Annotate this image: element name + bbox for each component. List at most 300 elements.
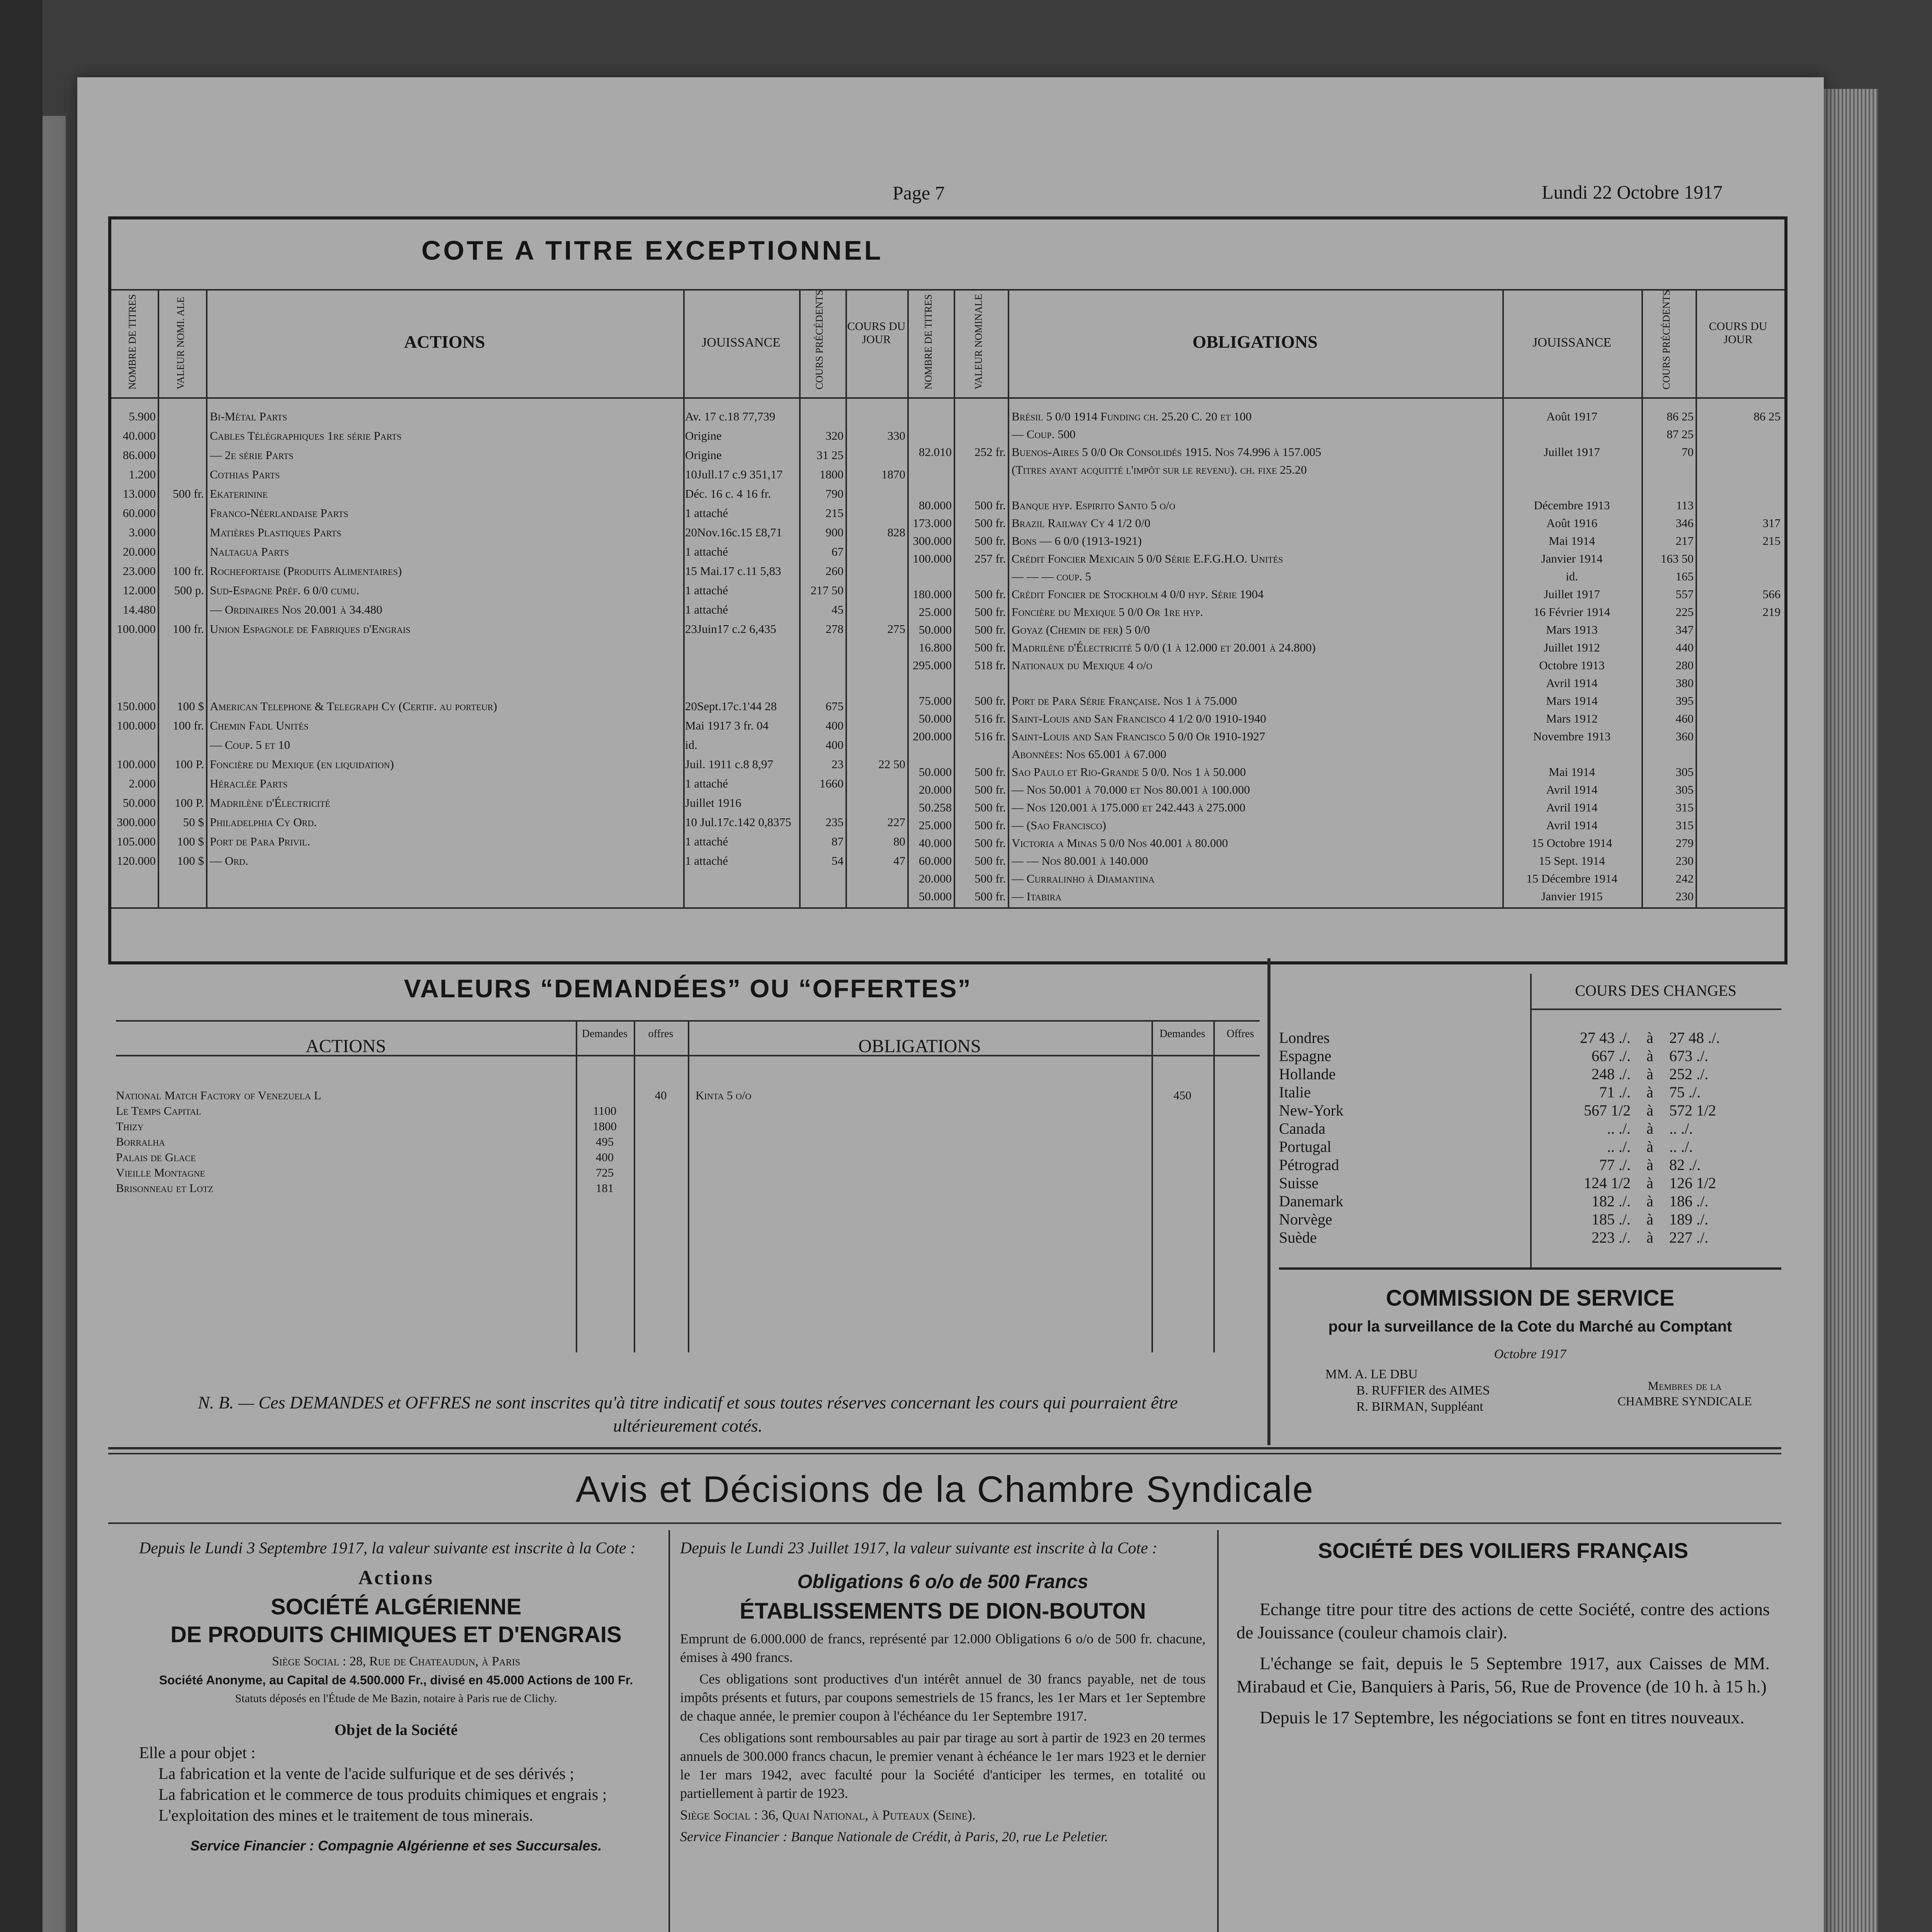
cours-des-changes bbox=[1267, 958, 1781, 1267]
cote-right-cell: — Nos 120.001 à 175.000 et 242.443 à 275.000 bbox=[1012, 801, 1246, 814]
change-low: 248 ./. bbox=[1591, 1065, 1631, 1083]
cote-right-cell: 500 fr. bbox=[975, 694, 1006, 707]
cote-right-cell: 518 fr. bbox=[975, 658, 1006, 672]
cote-left-cell: 67 bbox=[832, 545, 844, 558]
cote-left-cell: 14.480 bbox=[122, 603, 156, 616]
demandee-action-demandes: 1800 bbox=[593, 1119, 617, 1133]
change-low: .. ./. bbox=[1607, 1120, 1631, 1137]
cote-left-cell: 227 bbox=[887, 815, 905, 829]
change-low: 182 ./. bbox=[1591, 1192, 1631, 1210]
cote-right-cell: Mai 1914 bbox=[1549, 765, 1595, 779]
member-1: MM. A. LE DBU bbox=[1325, 1367, 1418, 1381]
cote-right-cell: Sao Paulo et Rio-Grande 5 0/0. Nos 1 à 50.000 bbox=[1012, 765, 1246, 779]
cote-left-cell: Franco-Néerlandaise Parts bbox=[210, 506, 349, 520]
cote-left-cell: Chemin Fadl Unités bbox=[210, 719, 309, 732]
cote-left-cell: 100 $ bbox=[177, 835, 204, 848]
cote-right-cell: Juillet 1917 bbox=[1544, 587, 1600, 601]
avis2-service: Service Financier : Banque Nationale de Crédit, à Paris, 20, rue Le Peletier. bbox=[680, 1829, 1108, 1844]
cote-left-cell: 675 bbox=[825, 699, 844, 713]
dem-obligations-label: OBLIGATIONS bbox=[858, 1036, 981, 1056]
cote-left-cell: — Ord. bbox=[210, 854, 248, 867]
cote-right-cell: 346 bbox=[1675, 516, 1694, 530]
cote-right-cell: 500 fr. bbox=[975, 818, 1006, 832]
cote-left-cell: 100.000 bbox=[117, 622, 156, 636]
demandee-action-demandes: 1100 bbox=[593, 1104, 617, 1117]
cote-right-cell: Brazil Railway Cy 4 1/2 0/0 bbox=[1012, 516, 1151, 530]
avis3-p1: Echange titre pour titre des actions de cette Société, contre des actions de Jouissance (couleur chamois clair). bbox=[1236, 1599, 1770, 1642]
change-low: 124 1/2 bbox=[1583, 1174, 1631, 1192]
cote-left-cell: 20Sept.17c.1'44 28 bbox=[685, 699, 777, 713]
change-high: 227 ./. bbox=[1669, 1229, 1709, 1246]
cote-right-cell: Victoria a Minas 5 0/0 Nos 40.001 à 80.000 bbox=[1012, 836, 1228, 850]
avis3-title: SOCIÉTÉ DES VOILIERS FRANÇAIS bbox=[1318, 1538, 1689, 1563]
cote-left-cell: Cothias Parts bbox=[210, 468, 280, 481]
cote-right-cell: 500 fr. bbox=[975, 516, 1006, 530]
cote-left-cell: 31 25 bbox=[816, 448, 844, 462]
cote-right-cell: (Titres ayant acquitté l'impôt sur le revenu). ch. fixe 25.20 bbox=[1012, 463, 1307, 476]
valeurs-demandees-section bbox=[108, 958, 1267, 1445]
cote-left-cell: 23Juin17 c.2 6,435 bbox=[685, 622, 776, 636]
cote-right-cell: 113 bbox=[1676, 498, 1694, 512]
cote-left-cell: Ekaterinine bbox=[210, 487, 268, 500]
cote-right-cell: 305 bbox=[1675, 783, 1694, 796]
change-a: à bbox=[1646, 1156, 1653, 1173]
cote-left-cell: 100 fr. bbox=[173, 622, 204, 636]
cote-left-cell: 235 bbox=[825, 815, 844, 829]
cote-right-cell: Madrilène d'Électricité 5 0/0 (1 à 12.000 et 20.001 à 24.800) bbox=[1012, 641, 1316, 654]
commission-de-service bbox=[1279, 1267, 1781, 1447]
cote-right-cell: 86 25 bbox=[1667, 410, 1694, 423]
change-high: 189 ./. bbox=[1669, 1211, 1709, 1228]
change-a: à bbox=[1646, 1065, 1653, 1083]
cote-left-cell: 1800 bbox=[820, 468, 844, 481]
cote-right-cell: 280 bbox=[1675, 658, 1694, 672]
cote-right-cell: Goyaz (Chemin de fer) 5 0/0 bbox=[1012, 623, 1150, 636]
cote-left-cell: 100.000 bbox=[117, 719, 156, 732]
cote-left-cell: Origine bbox=[685, 448, 722, 462]
cote-left-cell: id. bbox=[685, 738, 697, 752]
cote-left-cell: 50.000 bbox=[122, 796, 156, 810]
cote-right-cell: 242 bbox=[1675, 872, 1694, 885]
avis1-siege: Siège Social : 28, Rue de Chateaudun, à Paris bbox=[272, 1654, 520, 1668]
cote-left-cell: Union Espagnole de Fabriques d'Engrais bbox=[210, 622, 411, 636]
cote-right-cell: 230 bbox=[1675, 889, 1694, 903]
col-actions: ACTIONS bbox=[404, 332, 485, 352]
cote-left-cell: Foncière du Mexique (en liquidation) bbox=[210, 757, 394, 771]
cote-right-cell: 80.000 bbox=[918, 498, 952, 512]
cote-right-cell: 500 fr. bbox=[975, 623, 1006, 636]
cote-right-cell: 500 fr. bbox=[975, 587, 1006, 601]
cote-right-cell: — — — coup. 5 bbox=[1012, 570, 1091, 583]
cote-left-cell: American Telephone & Telegraph Cy (Certif. au porteur) bbox=[210, 699, 497, 713]
change-high: 673 ./. bbox=[1669, 1047, 1709, 1065]
avis-col2 bbox=[680, 1538, 1206, 1846]
cote-right-cell: Banque hyp. Espirito Santo 5 o/o bbox=[1012, 498, 1175, 512]
cote-right-cell: Mars 1914 bbox=[1546, 694, 1598, 707]
demandee-action-name: Palais de Glace bbox=[116, 1150, 196, 1164]
cote-right-cell: Foncière du Mexique 5 0/0 Or 1re hyp. bbox=[1012, 605, 1203, 619]
demandee-action-demandes: 400 bbox=[595, 1150, 614, 1164]
cote-left-cell: Philadelphia Cy Ord. bbox=[210, 815, 317, 829]
cote-right-cell: 566 bbox=[1762, 587, 1781, 601]
change-country: Suède bbox=[1279, 1229, 1317, 1246]
commission-date: Octobre 1917 bbox=[1494, 1347, 1566, 1361]
cote-left-cell: Naltagua Parts bbox=[210, 545, 289, 558]
dem-offres-label-2: Offres bbox=[1226, 1028, 1254, 1040]
cote-left-cell: — 2e série Parts bbox=[210, 448, 294, 462]
change-a: à bbox=[1646, 1138, 1653, 1155]
avis3-p2: L'échange se fait, depuis le 5 Septembre 1917, aux Caisses de MM. Mirabaud et Cie, Banquiers à Paris, 56, Rue de Provence (de 10 h. à 15 h.) bbox=[1236, 1653, 1770, 1696]
cote-right-cell: 50.000 bbox=[918, 889, 952, 903]
avis-title: Avis et Décisions de la Chambre Syndicale bbox=[575, 1469, 1314, 1510]
cote-right-cell: Octobre 1913 bbox=[1539, 658, 1605, 672]
change-country: Pétrograd bbox=[1279, 1156, 1339, 1173]
cote-right-cell: Juillet 1917 bbox=[1544, 445, 1600, 459]
cote-left-cell: 260 bbox=[825, 564, 844, 578]
commission-role bbox=[1596, 1378, 1774, 1409]
cote-left-cell: 1 attaché bbox=[685, 835, 728, 848]
cote-right-cell: 500 fr. bbox=[975, 801, 1006, 814]
cote-left-cell: 100 $ bbox=[177, 854, 204, 867]
cote-left-cell: 278 bbox=[825, 622, 844, 636]
cote-right-cell: 225 bbox=[1675, 605, 1694, 619]
cote-right-cell: Abonnées: Nos 65.001 à 67.000 bbox=[1012, 747, 1167, 761]
change-high: 572 1/2 bbox=[1669, 1102, 1716, 1119]
changes-title: COURS DES CHANGES bbox=[1575, 982, 1736, 999]
cote-left-cell: 10Jull.17 c.9 351,17 bbox=[685, 468, 783, 481]
commission-members bbox=[1325, 1366, 1490, 1415]
cote-left-cell: 86.000 bbox=[122, 448, 156, 462]
cote-right-cell: — Itabira bbox=[1012, 889, 1062, 903]
demandees-title: VALEURS “DEMANDÉES” OU “OFFERTES” bbox=[404, 974, 972, 1003]
col-prec: COURS PRÉCÉDENTS bbox=[814, 290, 825, 389]
demandee-action-demandes: 181 bbox=[595, 1181, 614, 1195]
cote-right-cell: 180.000 bbox=[913, 587, 952, 601]
cote-left-cell: 20Nov.16c.15 £8,71 bbox=[685, 526, 782, 539]
col-nombre: NOMBRE DE TITRES bbox=[127, 294, 138, 389]
cote-left-cell: Matières Plastiques Parts bbox=[210, 526, 342, 539]
cote-right-cell: 25.000 bbox=[918, 818, 952, 832]
cote-left-cell: 54 bbox=[832, 854, 844, 867]
avis1-head: Actions bbox=[358, 1567, 434, 1589]
cote-right-cell: 16 Février 1914 bbox=[1533, 605, 1611, 619]
cote-right-cell: Bons — 6 0/0 (1913-1921) bbox=[1012, 534, 1142, 548]
avis-col1 bbox=[139, 1538, 653, 1854]
change-high: 252 ./. bbox=[1669, 1065, 1709, 1083]
avis1-objet: Objet de la Société bbox=[334, 1721, 458, 1738]
cote-right-cell: 75.000 bbox=[918, 694, 952, 707]
cote-right-cell: 395 bbox=[1675, 694, 1694, 707]
cote-right-cell: Avril 1914 bbox=[1546, 818, 1598, 832]
cote-left-cell: 217 50 bbox=[810, 583, 844, 597]
cote-left-cell: Bi-Métal Parts bbox=[210, 410, 287, 423]
change-high: 186 ./. bbox=[1669, 1192, 1709, 1210]
cote-left-cell: 400 bbox=[825, 719, 844, 732]
demandee-action-offres: 40 bbox=[655, 1088, 667, 1102]
cote-left-cell: 100.000 bbox=[117, 757, 156, 771]
demandee-action-name: Le Temps Capital bbox=[116, 1104, 201, 1117]
cote-left-cell: 5.900 bbox=[129, 410, 156, 423]
cote-left-cell: 1.200 bbox=[129, 468, 156, 481]
cote-right-cell: 16.800 bbox=[918, 641, 952, 654]
change-country: Londres bbox=[1279, 1029, 1330, 1046]
cote-right-cell: Janvier 1914 bbox=[1541, 552, 1603, 565]
avis1-intro: Depuis le Lundi 3 Septembre 1917, la valeur suivante est inscrite à la Cote : bbox=[139, 1539, 636, 1557]
cote-left-cell: Cables Télégraphiques 1re série Parts bbox=[210, 429, 402, 442]
page-stack-edge bbox=[1824, 89, 1878, 1932]
cote-right-cell: 360 bbox=[1675, 730, 1694, 743]
cote-left-cell: 12.000 bbox=[122, 583, 156, 597]
change-high: .. ./. bbox=[1669, 1120, 1693, 1137]
cote-right-cell: 100.000 bbox=[913, 552, 952, 565]
cote-left-cell: — Ordinaires Nos 20.001 à 34.480 bbox=[210, 603, 383, 616]
cote-right-cell: Port de Para Série Française. Nos 1 à 75.000 bbox=[1012, 694, 1237, 707]
cote-left-cell: 100 P. bbox=[175, 796, 204, 810]
role-line-1: Membres de la bbox=[1648, 1379, 1722, 1393]
avis2-p1: Emprunt de 6.000.000 de francs, représenté par 12.000 Obligations 6 o/o de 500 fr. chacune, émises à 490 francs. bbox=[680, 1631, 1206, 1665]
change-low: 667 ./. bbox=[1591, 1047, 1631, 1065]
cote-left-cell: 275 bbox=[887, 622, 905, 636]
cote-left-cell: 3.000 bbox=[129, 526, 156, 539]
cote-right-cell: 500 fr. bbox=[975, 534, 1006, 548]
cote-right-cell: 20.000 bbox=[918, 872, 952, 885]
newspaper-page bbox=[77, 77, 1824, 1932]
cote-left-cell: 100 fr. bbox=[173, 564, 204, 578]
cote-right-cell: 25.000 bbox=[918, 605, 952, 619]
change-low: 27 43 ./. bbox=[1580, 1029, 1631, 1046]
cote-right-cell: — Nos 50.001 à 70.000 et Nos 80.001 à 100.000 bbox=[1012, 783, 1250, 796]
col-prec-r: COURS PRÉCÉDENTS bbox=[1661, 290, 1672, 389]
demandee-action-name: Vieille Montagne bbox=[116, 1166, 205, 1179]
dem-actions-label: ACTIONS bbox=[305, 1036, 386, 1056]
cote-left-cell: 500 fr. bbox=[173, 487, 204, 500]
role-line-2: CHAMBRE SYNDICALE bbox=[1617, 1394, 1752, 1408]
dem-demandes-label-2: Demandes bbox=[1159, 1028, 1206, 1040]
change-high: 82 ./. bbox=[1669, 1156, 1701, 1173]
cote-left-cell: 120.000 bbox=[117, 854, 156, 867]
change-country: Danemark bbox=[1279, 1192, 1344, 1210]
cote-right-cell: 295.000 bbox=[913, 658, 952, 672]
col-jour: COURS DU JOUR bbox=[847, 320, 906, 346]
cote-right-cell: 305 bbox=[1675, 765, 1694, 779]
cote-right-cell: — (Sao Francisco) bbox=[1012, 818, 1106, 832]
cote-left-cell: 828 bbox=[887, 526, 905, 539]
cote-right-cell: — Coup. 500 bbox=[1012, 427, 1076, 441]
change-high: .. ./. bbox=[1669, 1138, 1693, 1155]
cote-left-cell: 1 attaché bbox=[685, 777, 728, 790]
cote-left-cell: 23 bbox=[832, 757, 844, 771]
cote-right-cell: 500 fr. bbox=[975, 605, 1006, 619]
col-valeur: VALEUR NOMI. ALE bbox=[175, 296, 186, 389]
cote-right-cell: Août 1917 bbox=[1546, 410, 1597, 423]
demandee-oblig-name: Kinta 5 o/o bbox=[696, 1088, 752, 1102]
cote-left-cell: 1870 bbox=[881, 468, 905, 481]
avis1-company1: SOCIÉTÉ ALGÉRIENNE bbox=[270, 1594, 522, 1619]
cote-left-cell: 215 bbox=[825, 506, 844, 520]
col-nombre-r: NOMBRE DE TITRES bbox=[923, 294, 934, 389]
cote-left-cell: Juillet 1916 bbox=[685, 796, 742, 810]
commission-subtitle: pour la surveillance de la Cote du Marché au Comptant bbox=[1328, 1318, 1732, 1335]
cote-right-cell: 347 bbox=[1675, 623, 1694, 636]
demandee-action-name: National Match Factory of Venezuela L bbox=[116, 1088, 321, 1102]
change-a: à bbox=[1646, 1229, 1653, 1246]
demandees-note: N. B. — Ces DEMANDES et OFFRES ne sont inscrites qu'à titre indicatif et sous toutes réserves concernant les cours qui pourraient être ultérieurement cotés. bbox=[197, 1393, 1178, 1435]
cote-right-cell: 500 fr. bbox=[975, 836, 1006, 850]
page-date: Lundi 22 Octobre 1917 bbox=[1542, 181, 1723, 203]
demandee-action-demandes: 725 bbox=[595, 1166, 614, 1179]
cote-left-cell: 23.000 bbox=[122, 564, 156, 578]
cote-left-cell: Port de Para Privil. bbox=[210, 835, 310, 848]
cote-left-cell: Héraclée Parts bbox=[210, 777, 288, 790]
cote-right-cell: Buenos-Aires 5 0/0 Or Consolidés 1915. Nos 74.996 à 157.005 bbox=[1012, 445, 1321, 459]
change-country: Espagne bbox=[1279, 1047, 1332, 1065]
cote-left-cell: 1 attaché bbox=[685, 545, 728, 558]
change-country: Canada bbox=[1279, 1120, 1325, 1137]
cote-left-cell: — Coup. 5 et 10 bbox=[210, 738, 290, 752]
cote-right-cell: 20.000 bbox=[918, 783, 952, 796]
cote-right-cell: 200.000 bbox=[913, 730, 952, 743]
cote-right-cell: Crédit Foncier Mexicain 5 0/0 Série E.F.G.H.O. Unités bbox=[1012, 552, 1283, 565]
change-a: à bbox=[1646, 1120, 1653, 1137]
cote-right-cell: 516 fr. bbox=[975, 730, 1006, 743]
col-jouissance: JOUISSANCE bbox=[701, 335, 781, 350]
previous-page-edge bbox=[43, 116, 66, 1932]
cote-right-cell: 15 Sept. 1914 bbox=[1539, 854, 1605, 867]
cote-right-cell: 50.000 bbox=[918, 712, 952, 725]
cote-left-cell: 500 p. bbox=[174, 583, 204, 597]
demandee-action-name: Thizy bbox=[116, 1119, 144, 1133]
page-number: Page 7 bbox=[893, 182, 945, 204]
cote-left-cell: 790 bbox=[825, 487, 844, 500]
cote-right-cell: 219 bbox=[1762, 605, 1781, 619]
cote-right-cell: 315 bbox=[1675, 818, 1694, 832]
avis2-p3: Ces obligations sont remboursables au pair par tirage au sort à partir de 1923 en 20 termes annuels de 300.000 francs chacun, le premier venant à échéance le 1er mars 1923 et le dernier le 1er mars 1942, avec faculté pour la Société d'anticiper les termes, en totalité ou partiellement à partir de 1923. bbox=[680, 1730, 1206, 1801]
cote-left-cell: 20.000 bbox=[122, 545, 156, 558]
cote-right-cell: 252 fr. bbox=[975, 445, 1006, 459]
col-jouissance-r: JOUISSANCE bbox=[1532, 335, 1612, 350]
avis1-service: Service Financier : Compagnie Algérienne et ses Succursales. bbox=[190, 1838, 602, 1854]
demandee-action-demandes: 495 bbox=[595, 1135, 614, 1148]
change-low: 223 ./. bbox=[1591, 1229, 1631, 1246]
avis2-company: ÉTABLISSEMENTS DE DION-BOUTON bbox=[740, 1599, 1146, 1624]
cote-right-cell: Saint-Louis and San Francisco 4 1/2 0/0 1910-1940 bbox=[1012, 712, 1266, 725]
change-high: 126 1/2 bbox=[1669, 1174, 1716, 1192]
change-high: 75 ./. bbox=[1669, 1083, 1701, 1101]
avis1-o4: L'exploitation des mines et le traitement de tous minerais. bbox=[158, 1807, 533, 1825]
cote-left-cell: Sud-Espagne Préf. 6 0/0 cumu. bbox=[210, 583, 360, 597]
book-gutter bbox=[0, 0, 43, 1932]
change-high: 27 48 ./. bbox=[1669, 1029, 1720, 1046]
cote-right-cell: 300.000 bbox=[913, 534, 952, 548]
cote-right-cell: 50.000 bbox=[918, 623, 952, 636]
cote-right-cell: 500 fr. bbox=[975, 872, 1006, 885]
cote-right-cell: Janvier 1915 bbox=[1541, 889, 1603, 903]
change-a: à bbox=[1646, 1029, 1653, 1046]
cote-left-cell: 1 attaché bbox=[685, 603, 728, 616]
cote-right-cell: Décembre 1913 bbox=[1534, 498, 1610, 512]
cote-right-cell: 279 bbox=[1675, 836, 1694, 850]
cote-left-cell: 45 bbox=[832, 603, 844, 616]
cote-left-cell: 100 $ bbox=[177, 699, 204, 713]
cote-right-cell: 460 bbox=[1675, 712, 1694, 725]
cote-right-cell: 173.000 bbox=[913, 516, 952, 530]
cote-right-cell: 257 fr. bbox=[975, 552, 1006, 565]
cote-left-cell: Juil. 1911 c.8 8,97 bbox=[685, 757, 773, 771]
avis1-o2: La fabrication et la vente de l'acide sulfurique et de ses dérivés ; bbox=[158, 1765, 574, 1783]
change-a: à bbox=[1646, 1192, 1653, 1210]
change-country: Italie bbox=[1279, 1083, 1311, 1101]
cote-right-cell: 217 bbox=[1675, 534, 1694, 548]
cote-right-cell: Mars 1912 bbox=[1546, 712, 1598, 725]
cote-left-cell: 47 bbox=[893, 854, 905, 867]
cote-right-cell: Crédit Foncier de Stockholm 4 0/0 hyp. Série 1904 bbox=[1012, 587, 1264, 601]
cote-right-cell: Nationaux du Mexique 4 o/o bbox=[1012, 658, 1153, 672]
change-low: 71 ./. bbox=[1599, 1083, 1631, 1101]
cote-right-cell: 87 25 bbox=[1667, 427, 1694, 441]
col-valeur-r: VALEUR NOMINALE bbox=[973, 294, 984, 389]
avis1-capital: Société Anonyme, au Capital de 4.500.000 Fr., divisé en 45.000 Actions de 100 Fr. bbox=[159, 1673, 633, 1687]
cote-right-cell: 82.010 bbox=[918, 445, 952, 459]
member-2: B. RUFFIER des AIMES bbox=[1356, 1383, 1490, 1398]
cote-left-cell: 100 P. bbox=[175, 757, 204, 771]
change-country: New-York bbox=[1279, 1102, 1344, 1119]
cote-left-cell: 100 fr. bbox=[173, 719, 204, 732]
commission-title: COMMISSION DE SERVICE bbox=[1386, 1286, 1675, 1311]
change-country: Portugal bbox=[1279, 1138, 1332, 1155]
avis3-p3: Depuis le 17 Septembre, les négociations se font en titres nouveaux. bbox=[1260, 1708, 1745, 1727]
avis1-o1: Elle a pour objet : bbox=[139, 1744, 255, 1762]
dem-demandes-label: Demandes bbox=[582, 1028, 628, 1040]
cote-left-cell: 2.000 bbox=[129, 777, 156, 790]
cote-right-cell: Brésil 5 0/0 1914 Funding ch. 25.20 C. 20 et 100 bbox=[1012, 410, 1252, 423]
cote-right-cell: Juillet 1912 bbox=[1544, 641, 1600, 654]
cote-left-cell: 1 attaché bbox=[685, 854, 728, 867]
avis1-company2: DE PRODUITS CHIMIQUES ET D'ENGRAIS bbox=[170, 1622, 622, 1647]
cote-right-cell: 86 25 bbox=[1753, 410, 1781, 423]
cote-right-cell: — — Nos 80.001 à 140.000 bbox=[1012, 854, 1148, 867]
cote-left-cell: 150.000 bbox=[117, 699, 156, 713]
cote-right-cell: Avril 1914 bbox=[1546, 676, 1598, 690]
cote-right-cell: 500 fr. bbox=[975, 641, 1006, 654]
cote-left-cell: 1 attaché bbox=[685, 583, 728, 597]
cote-left-cell: 50 $ bbox=[183, 815, 204, 829]
cote-right-cell: 315 bbox=[1675, 801, 1694, 814]
col-obligations: OBLIGATIONS bbox=[1192, 332, 1318, 352]
avis-col3 bbox=[1236, 1538, 1770, 1729]
cote-right-cell: 165 bbox=[1675, 570, 1694, 583]
change-low: 185 ./. bbox=[1591, 1211, 1631, 1228]
cote-right-cell: 500 fr. bbox=[975, 498, 1006, 512]
cote-left-cell: 105.000 bbox=[117, 835, 156, 848]
cote-right-cell: 215 bbox=[1762, 534, 1781, 548]
cote-left-cell: 60.000 bbox=[122, 506, 156, 520]
avis2-head: Obligations 6 o/o de 500 Francs bbox=[797, 1571, 1088, 1592]
cote-right-cell: 317 bbox=[1762, 516, 1781, 530]
change-low: 567 1/2 bbox=[1583, 1102, 1631, 1119]
cote-left-cell: 40.000 bbox=[122, 429, 156, 442]
cote-right-cell: Août 1916 bbox=[1546, 516, 1597, 530]
member-3: R. BIRMAN, Suppléant bbox=[1356, 1400, 1483, 1414]
cote-right-cell: — Curralinho à Diamantina bbox=[1012, 872, 1155, 885]
cote-left-cell: 10 Jul.17c.142 0,8375 bbox=[685, 815, 791, 829]
cote-right-cell: 50.258 bbox=[918, 801, 952, 814]
cote-right-cell: 380 bbox=[1675, 676, 1694, 690]
cote-right-cell: id. bbox=[1566, 570, 1578, 583]
cote-right-cell: 440 bbox=[1675, 641, 1694, 654]
avis2-p2: Ces obligations sont productives d'un intérêt annuel de 30 francs payable, net de tous impôts présents et futurs, par coupons semestriels de 15 francs, les 1er Mars et 1er Septembre de chaque année, le premier coupon à l'échéance du 1er Septembre 1917. bbox=[680, 1671, 1206, 1724]
change-a: à bbox=[1646, 1083, 1653, 1101]
cote-right-cell: 500 fr. bbox=[975, 765, 1006, 779]
